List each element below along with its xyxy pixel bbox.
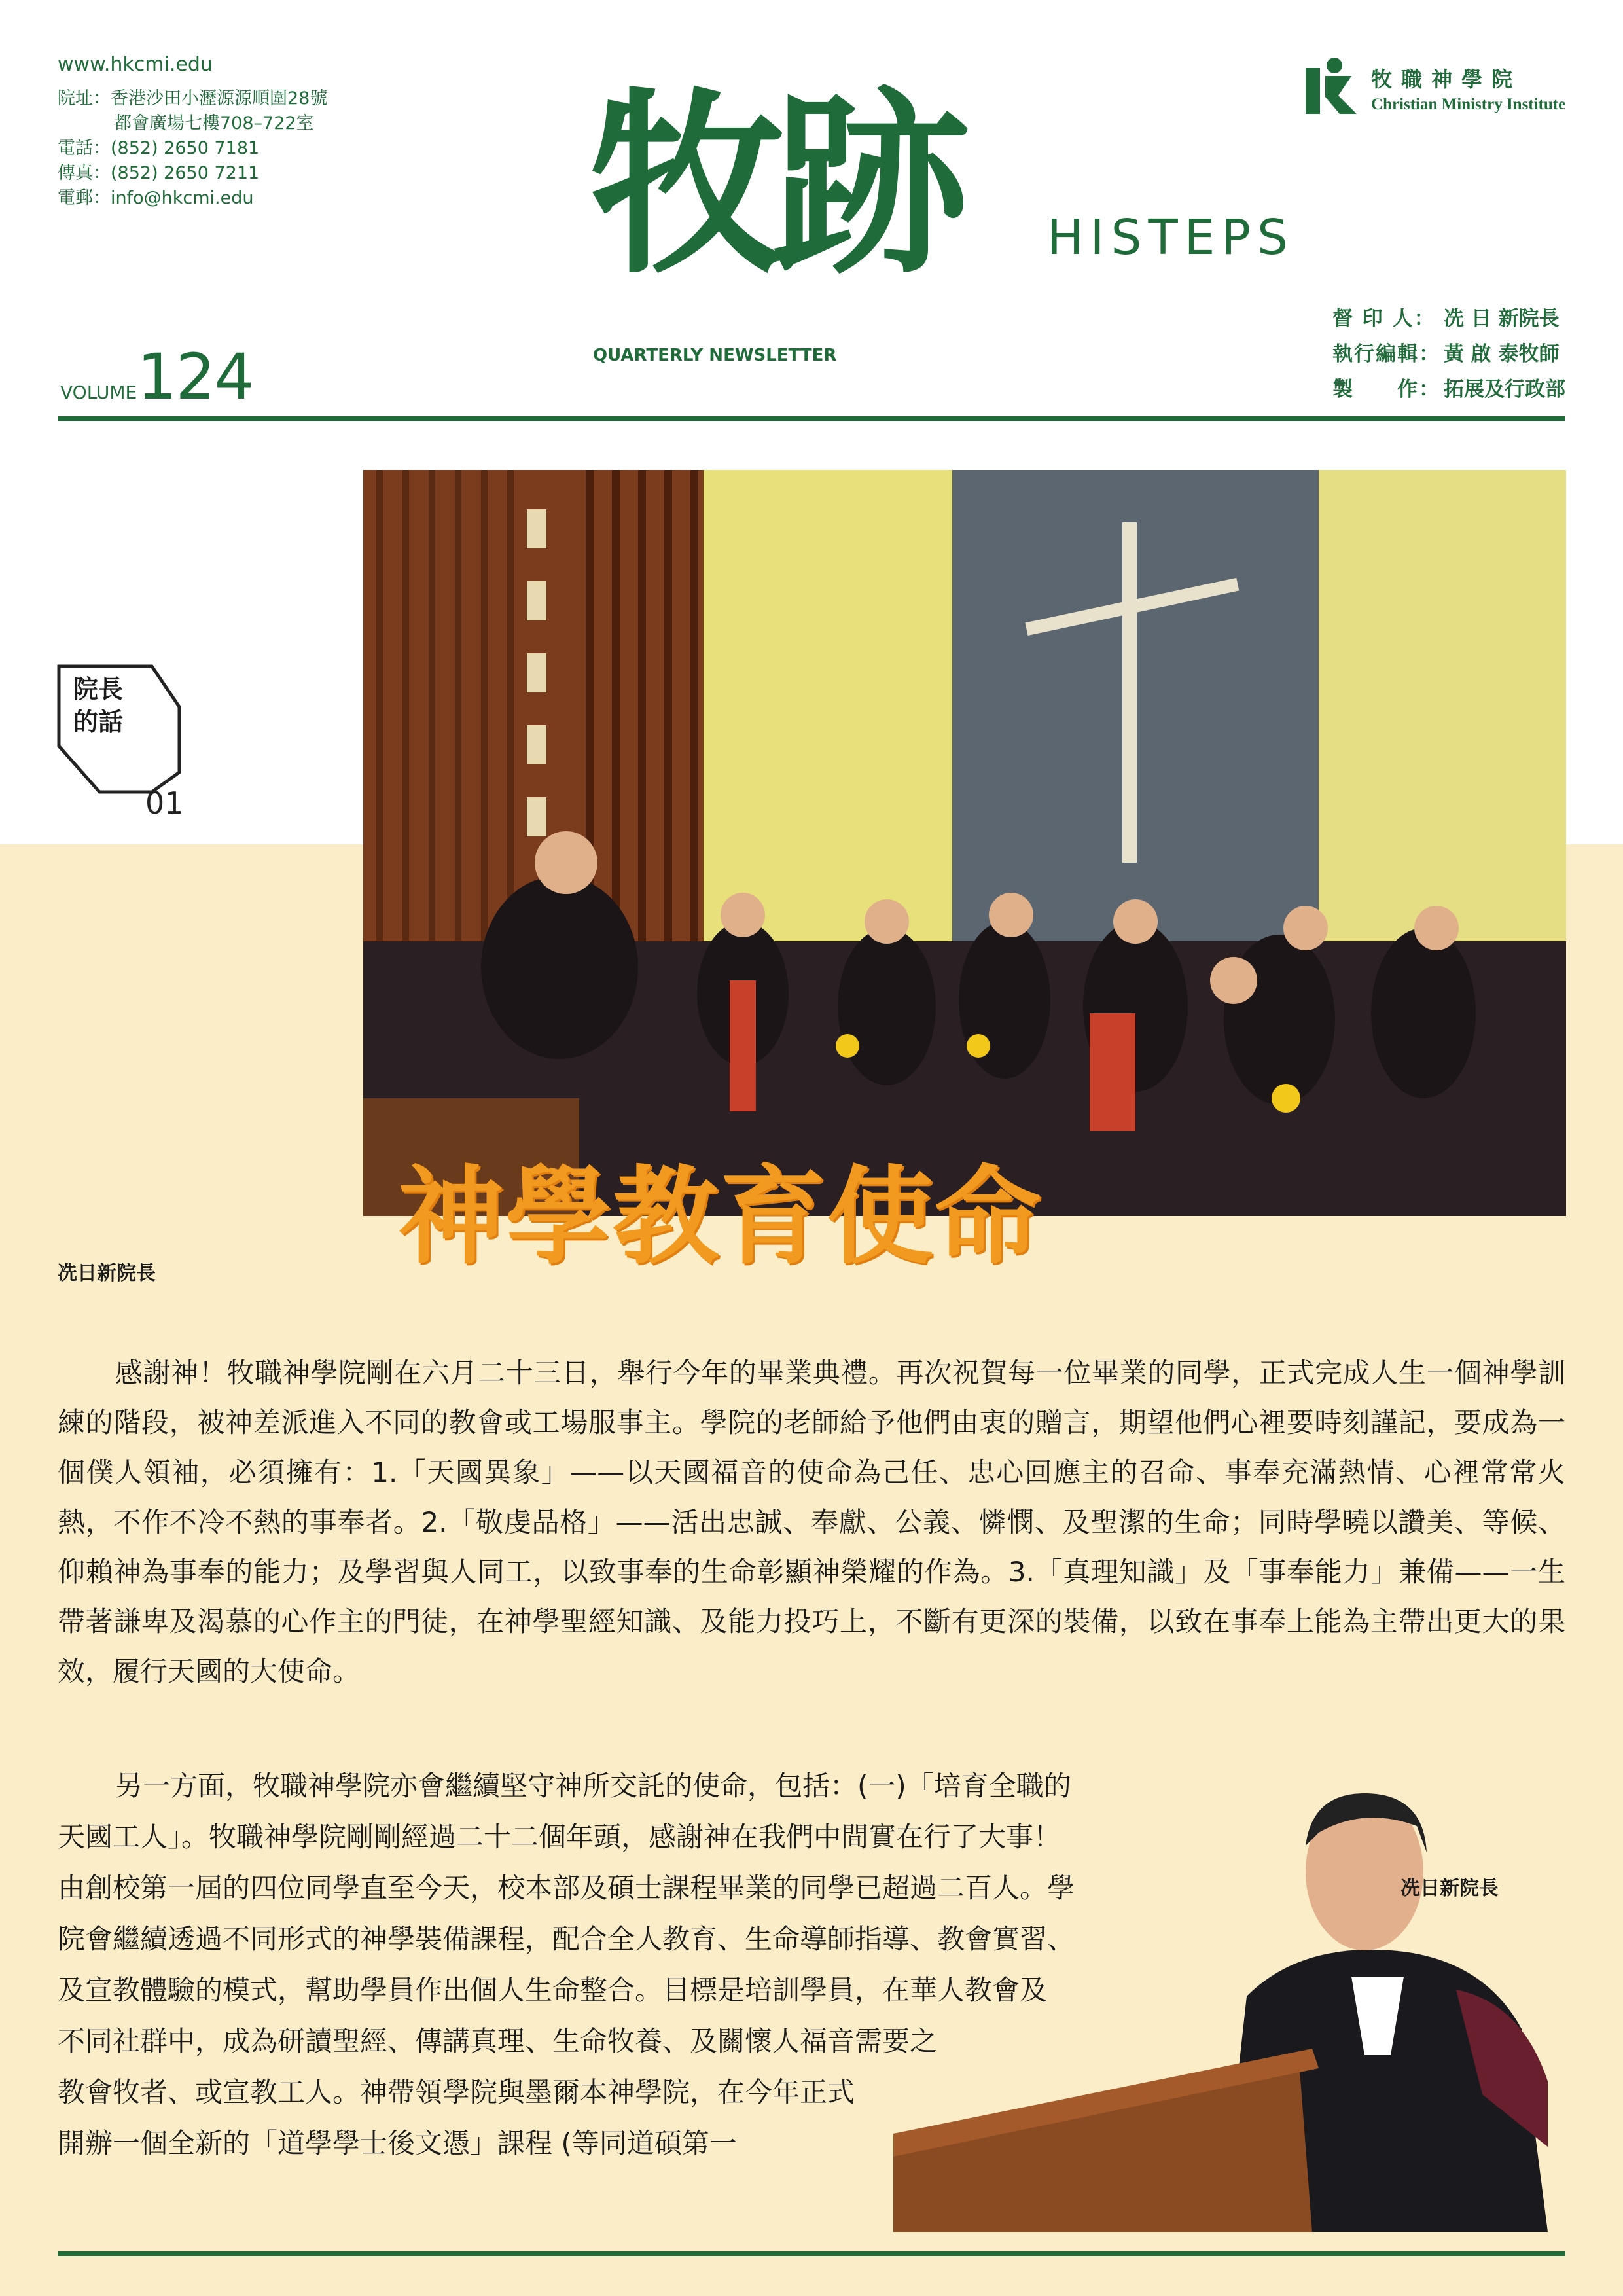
logo-name-en: Christian Ministry Institute [1371,96,1566,113]
portrait-caption: 冼日新院長 [1400,1877,1499,1900]
paragraph-1-text: 感謝神！牧職神學院剛在六月二十三日，舉行今年的畢業典禮。再次祝賀每一位畢業的同學，正式完成人生一個神學訓練的階段，被神差派進入不同的教會或工場服事主。學院的老師給予他們由衷的贈言，期望他們心裡要時刻謹記，要成為一個僕人領袖，必須擁有：1.「天國異象」——以天國福音的使命為己任、忠心回應主的召命、事奉充滿熱情、心裡常常火熱，不作不冷不熱的事奉者。2.「敬虔品格」——活出忠誠、奉獻、公義、憐憫、及聖潔的生命；同時學曉以讚美、等候、仰賴神為事奉的能力；及學習與人同工，以致事奉的生命彰顯神榮耀的作為。3.「真理知識」及「事奉能力」兼備——一生帶著謙卑及渴慕的心作主的門徒，在神學聖經知識、及能力投巧上，不斷有更深的裝備，以致在事奉上能為主帶出更大的果效，履行天國的大使命。 [58,1357,1565,1687]
masthead [589,72,1294,367]
logo-name-zh: 牧職神學院 [1371,67,1522,92]
email-address[interactable]: 電郵：info@hkcmi.edu [58,188,254,208]
credit-value: 拓展及行政部 [1444,378,1565,401]
address-line [58,86,327,111]
address-line-2: 都會廣場七樓708–722室 [114,113,314,134]
graduation-ceremony-photo [363,470,1566,1216]
masthead-title-zh: 牧跡 [589,72,958,300]
paragraph-2-line: 開辦一個全新的「道學學士後文憑」課程 (等同道碩第一 [58,2127,737,2159]
section-number: 01 [145,785,184,821]
volume-indicator [60,340,253,414]
address-label: 院址： [58,88,111,109]
section-label-line-2: 的話 [73,708,124,736]
paragraph-2-line: 不同社群中，成為研讀聖經、傳講真理、生命牧養、及關懷人福音需要之 [58,2025,938,2057]
credit-value: 冼 日 新院長 [1444,307,1560,331]
paragraph-2-line: 院會繼續透過不同形式的神學裝備課程，配合全人教育、生命導師指導、教會實習、 [58,1923,1075,1955]
phone-number: 電話：(852) 2650 7181 [58,138,260,158]
contact-block [58,52,327,211]
section-label-line-1: 院長 [73,675,124,704]
institute-logo [1306,56,1567,128]
header-divider [58,416,1565,421]
credit-key: 執行編輯： [1332,342,1440,366]
credit-row [1332,336,1565,372]
section-label [73,673,123,738]
credit-row [1332,301,1565,336]
paragraph-2-line: 由創校第一屆的四位同學直至今天，校本部及碩士課程畢業的同學已超過二百人。學 [58,1872,1075,1904]
volume-number: 124 [137,340,253,414]
article-paragraph-1 [58,1348,1565,1696]
credit-key: 督 印 人： [1332,307,1436,331]
article-byline: 冼日新院長 [58,1262,156,1285]
website-url[interactable]: www.hkcmi.edu [58,53,213,76]
credit-key: 製 作： [1332,378,1440,401]
article-headline: 神學教育使命 [398,1156,1042,1279]
logo-mark-icon [1306,56,1361,119]
paragraph-2-line: 教會牧者、或宣教工人。神帶領學院與墨爾本神學院，在今年正式 [58,2076,855,2108]
credit-value: 黃 啟 泰牧師 [1444,342,1560,366]
paragraph-2-line: 天國工人」。牧職神學院剛剛經過二十二個年頭，感謝神在我們中間實在行了大事！ [58,1821,1061,1853]
footer-divider [58,2251,1565,2256]
volume-label: VOLUME [60,382,137,403]
paragraph-2-line: 及宣教體驗的模式，幫助學員作出個人生命整合。目標是培訓學員，在華人教會及 [58,1974,1048,2006]
masthead-title-en: HISTEPS [1047,209,1294,266]
paragraph-2-line: 另一方面，牧職神學院亦會繼續堅守神所交託的使命，包括：(一)「培育全職的 [115,1770,1071,1802]
credits-block [1332,301,1565,407]
newsletter-subtitle: QUARTERLY NEWSLETTER [593,346,837,365]
address-line-1: 香港沙田小瀝源源順圍28號 [111,88,328,109]
fax-number: 傳真：(852) 2650 7211 [58,163,260,183]
president-portrait [893,1780,1566,2232]
credit-row [1332,372,1565,407]
